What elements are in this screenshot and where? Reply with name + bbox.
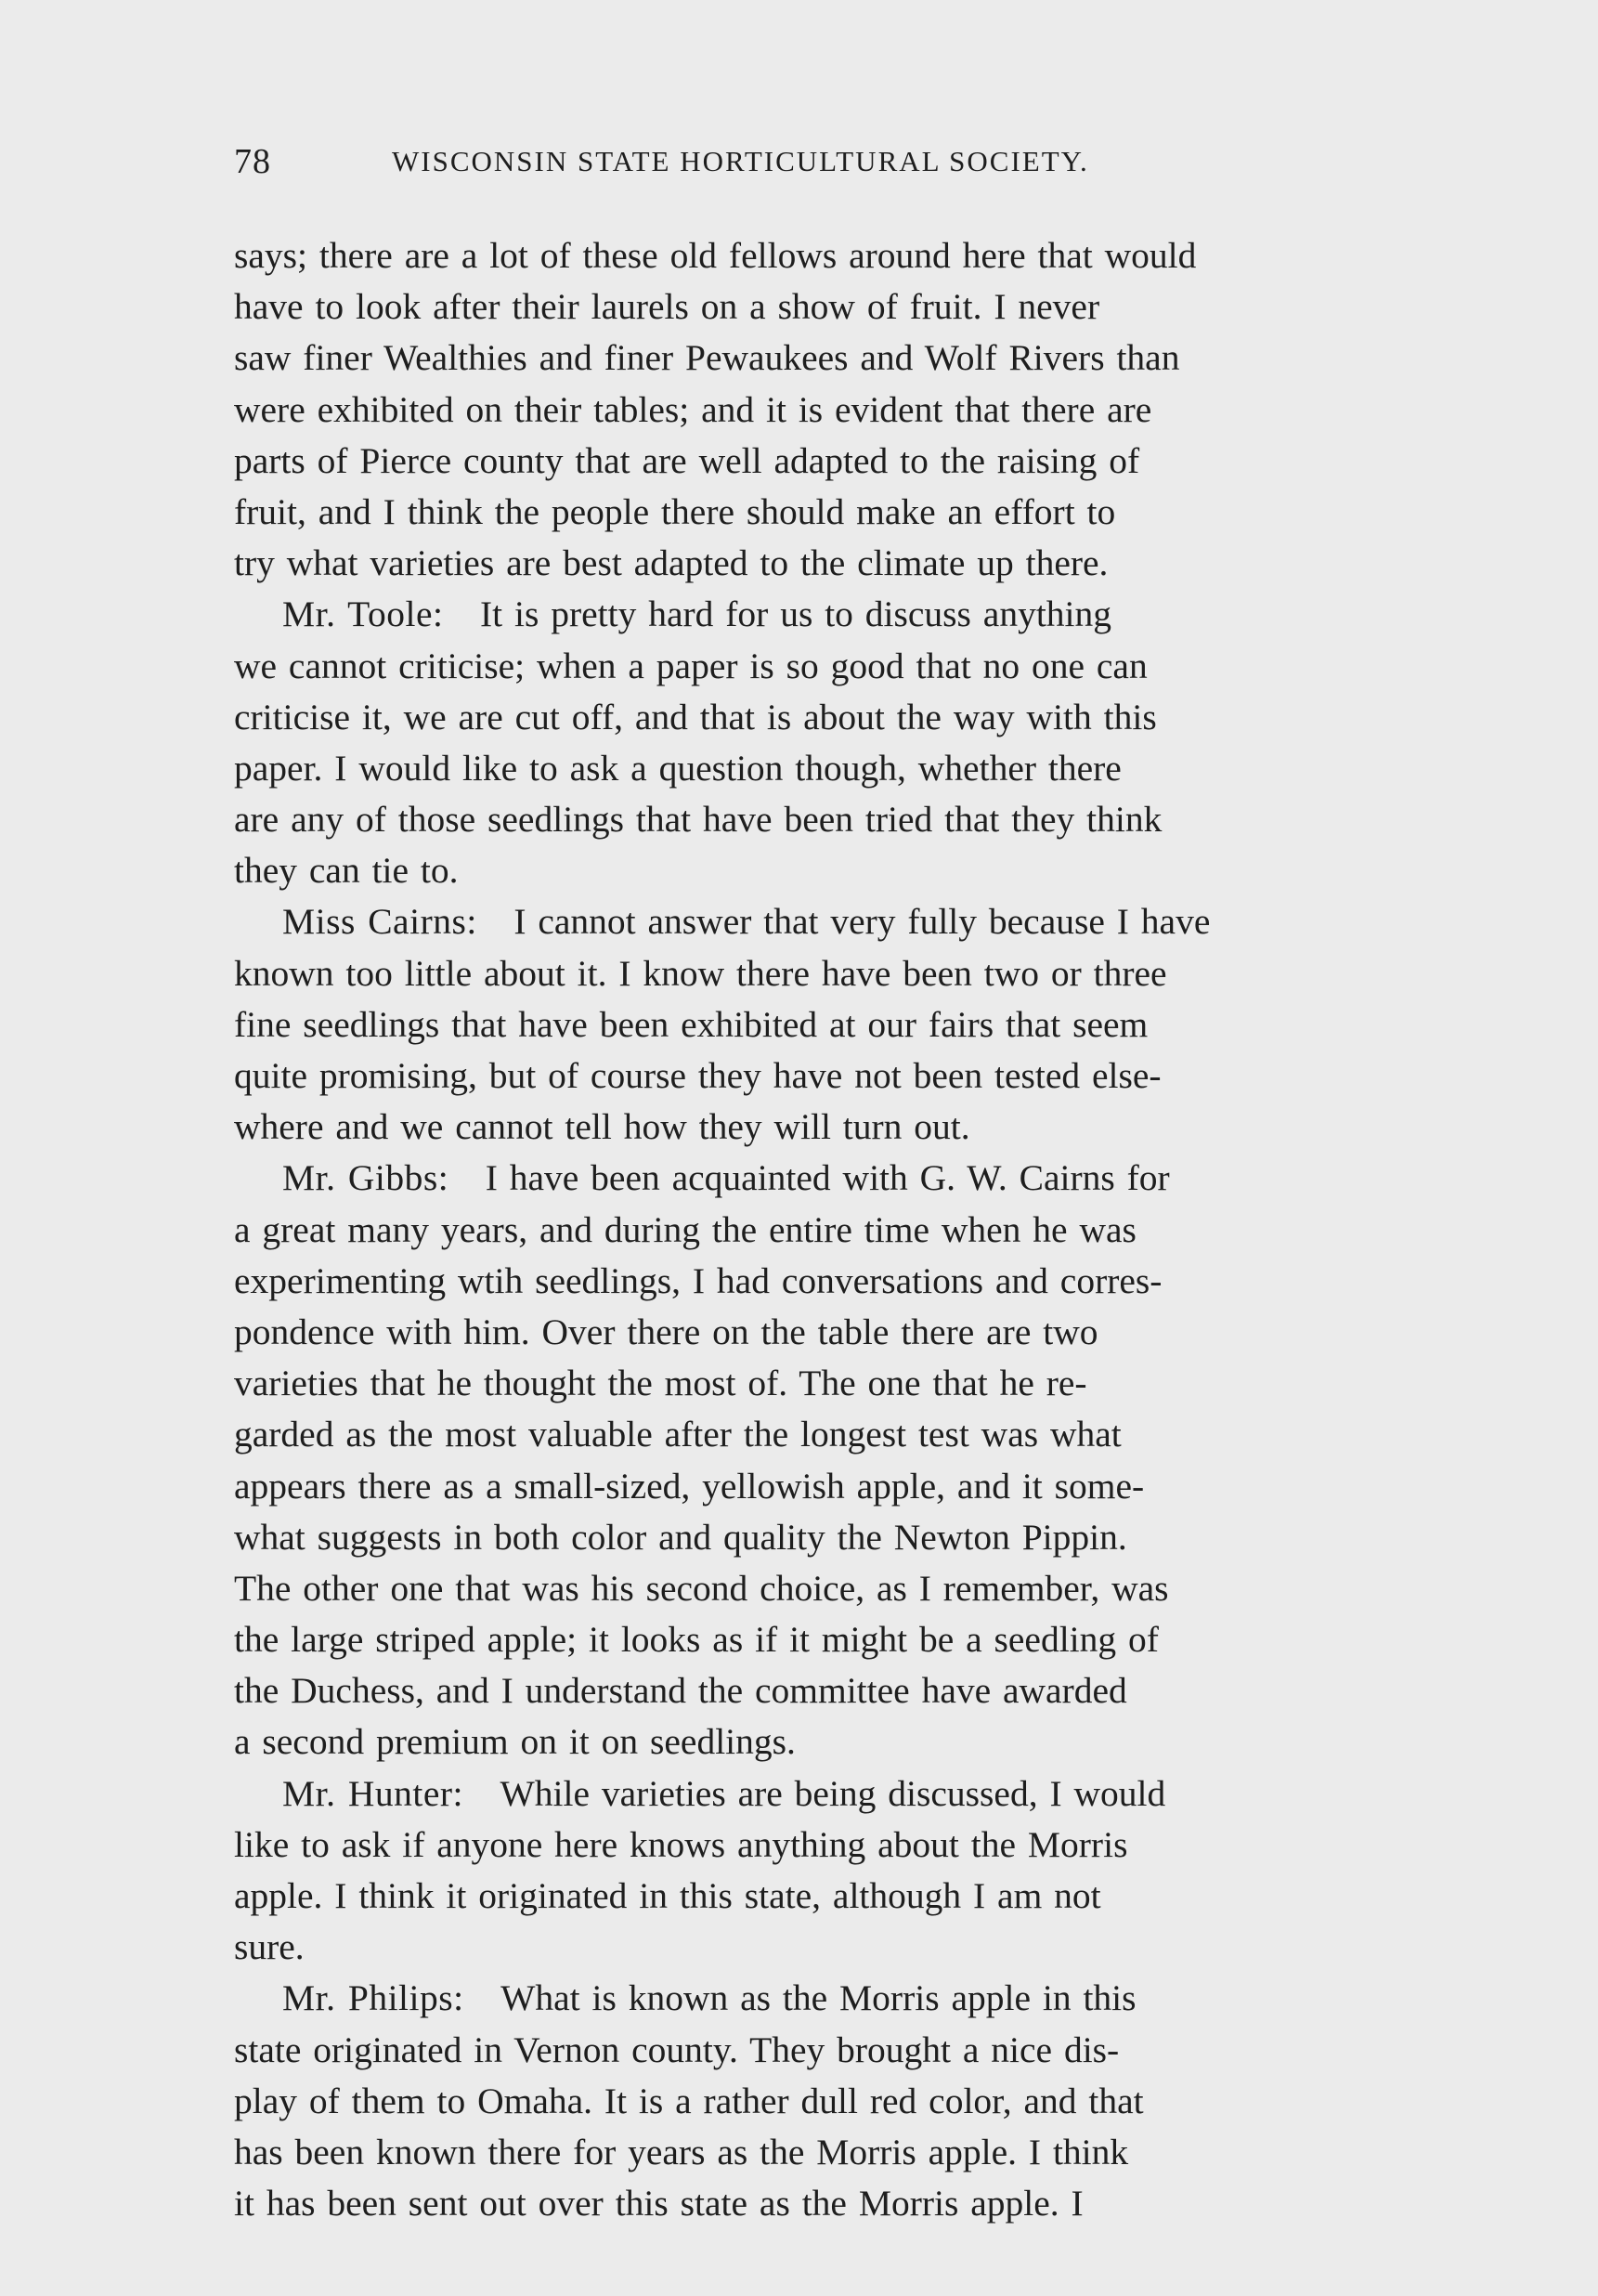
text-line <box>234 1102 1395 1153</box>
text-line <box>234 948 1395 999</box>
text-line <box>234 538 1395 589</box>
text-line <box>234 333 1395 384</box>
paragraph <box>234 1973 1395 2229</box>
line-text: it has been sent out over this state as the Morris apple. I <box>234 2183 1084 2224</box>
body-text <box>234 230 1395 2229</box>
line-text: While varieties are being discussed, I would <box>500 1772 1166 1814</box>
paragraph <box>234 1768 1395 1974</box>
text-line <box>234 692 1395 743</box>
line-text: says; there are a lot of these old fellows around here that would <box>234 235 1197 276</box>
line-text: pondence with him. Over there on the table there are two <box>234 1311 1098 1352</box>
text-line <box>234 845 1395 896</box>
line-text: known too little about it. I know there have been two or three <box>234 952 1167 994</box>
line-text: I cannot answer that very fully because I have <box>513 901 1211 943</box>
line-text: has been known there for years as the Morris apple. I think <box>234 2131 1129 2172</box>
line-text: fine seedlings that have been exhibited at our fairs that seem <box>234 1003 1149 1045</box>
line-text: the large striped apple; it looks as if it might be a seedling of <box>234 1619 1159 1661</box>
text-line <box>234 1512 1395 1563</box>
text-line <box>234 487 1395 538</box>
text-line <box>234 1205 1395 1256</box>
paragraph <box>234 1153 1395 1768</box>
text-line <box>234 230 1395 281</box>
text-line <box>234 2076 1395 2127</box>
line-text: What is known as the Morris apple in this <box>500 1977 1137 2019</box>
line-text: quite promising, but of course they have not been tested else- <box>234 1055 1162 1096</box>
line-text: try what varieties are best adapted to the climate up there. <box>234 542 1109 584</box>
line-text: the Duchess, and I understand the committee have awarded <box>234 1670 1127 1712</box>
line-text: appears there as a small-sized, yellowish apple, and it some- <box>234 1465 1145 1507</box>
text-line <box>234 589 1395 640</box>
line-text: varieties that he thought the most of. The one that he re- <box>234 1363 1087 1404</box>
text-line <box>234 1409 1395 1460</box>
speaker-name: Miss Cairns: <box>282 901 477 943</box>
text-line <box>234 2127 1395 2178</box>
text-line <box>234 896 1395 947</box>
text-line <box>234 1461 1395 1512</box>
text-line <box>234 2178 1395 2229</box>
line-text: play of them to Omaha. It is a rather dull red color, and that <box>234 2080 1144 2121</box>
line-text: we cannot criticise; when a paper is so good that no one can <box>234 645 1148 686</box>
text-line <box>234 1973 1395 2024</box>
text-line <box>234 281 1395 333</box>
line-text: they can tie to. <box>234 850 459 892</box>
line-text: I have been acquainted with G. W. Cairns for <box>485 1157 1170 1199</box>
text-line <box>234 2025 1395 2076</box>
line-text: garded as the most valuable after the longest test was what <box>234 1414 1122 1455</box>
line-text: It is pretty hard for us to discuss anything <box>479 594 1112 635</box>
line-text: fruit, and I think the people there should make an effort to <box>234 490 1116 532</box>
speaker-name: Mr. Philips: <box>282 1977 464 2019</box>
paragraph <box>234 589 1395 896</box>
line-text: are any of those seedlings that have been tried that they think <box>234 799 1163 841</box>
line-text: apple. I think it originated in this state, although I am not <box>234 1875 1101 1916</box>
speaker-name: Mr. Hunter: <box>282 1772 464 1814</box>
line-text: sure. <box>234 1926 305 1968</box>
line-text: paper. I would like to ask a question though, whether there <box>234 747 1122 789</box>
text-line <box>234 1922 1395 1973</box>
text-line <box>234 436 1395 487</box>
text-line <box>234 1256 1395 1307</box>
line-text: what suggests in both color and quality the Newton Pippin. <box>234 1516 1127 1558</box>
line-text: have to look after their laurels on a show of fruit. I never <box>234 286 1100 328</box>
text-line <box>234 1820 1395 1871</box>
text-line <box>234 999 1395 1050</box>
text-line <box>234 1871 1395 1922</box>
line-text: state originated in Vernon county. They brought a nice dis- <box>234 2029 1120 2070</box>
text-line <box>234 1153 1395 1204</box>
text-line <box>234 1358 1395 1409</box>
line-text: experimenting wtih seedlings, I had conversations and corres- <box>234 1259 1163 1301</box>
text-line <box>234 1716 1395 1768</box>
speaker-name: Mr. Gibbs: <box>282 1157 449 1199</box>
line-text: saw finer Wealthies and finer Pewaukees and Wolf Rivers than <box>234 337 1180 379</box>
text-line <box>234 385 1395 436</box>
page-number: 78 <box>234 142 271 181</box>
line-text: a great many years, and during the entire time when he was <box>234 1208 1137 1250</box>
text-line <box>234 1665 1395 1716</box>
speaker-name: Mr. Toole: <box>282 594 444 635</box>
line-text: parts of Pierce county that are well adapted to the raising of <box>234 439 1140 481</box>
text-line <box>234 641 1395 692</box>
paragraph <box>234 896 1395 1153</box>
text-line <box>234 1768 1395 1820</box>
text-line <box>234 1563 1395 1614</box>
text-line <box>234 743 1395 794</box>
text-line <box>234 794 1395 845</box>
page-header <box>234 141 1265 188</box>
line-text: a second premium on it on seedlings. <box>234 1721 796 1763</box>
line-text: The other one that was his second choice, as I remember, was <box>234 1567 1169 1609</box>
text-line <box>234 1614 1395 1665</box>
line-text: like to ask if anyone here knows anything about the Morris <box>234 1823 1128 1865</box>
line-text: where and we cannot tell how they will turn out. <box>234 1106 970 1148</box>
paragraph <box>234 230 1395 589</box>
line-text: were exhibited on their tables; and it is evident that there are <box>234 388 1152 430</box>
text-line <box>234 1307 1395 1358</box>
line-text: criticise it, we are cut off, and that is about the way with this <box>234 696 1157 737</box>
text-line <box>234 1050 1395 1102</box>
running-title: WISCONSIN STATE HORTICULTURAL SOCIETY. <box>392 145 1089 177</box>
